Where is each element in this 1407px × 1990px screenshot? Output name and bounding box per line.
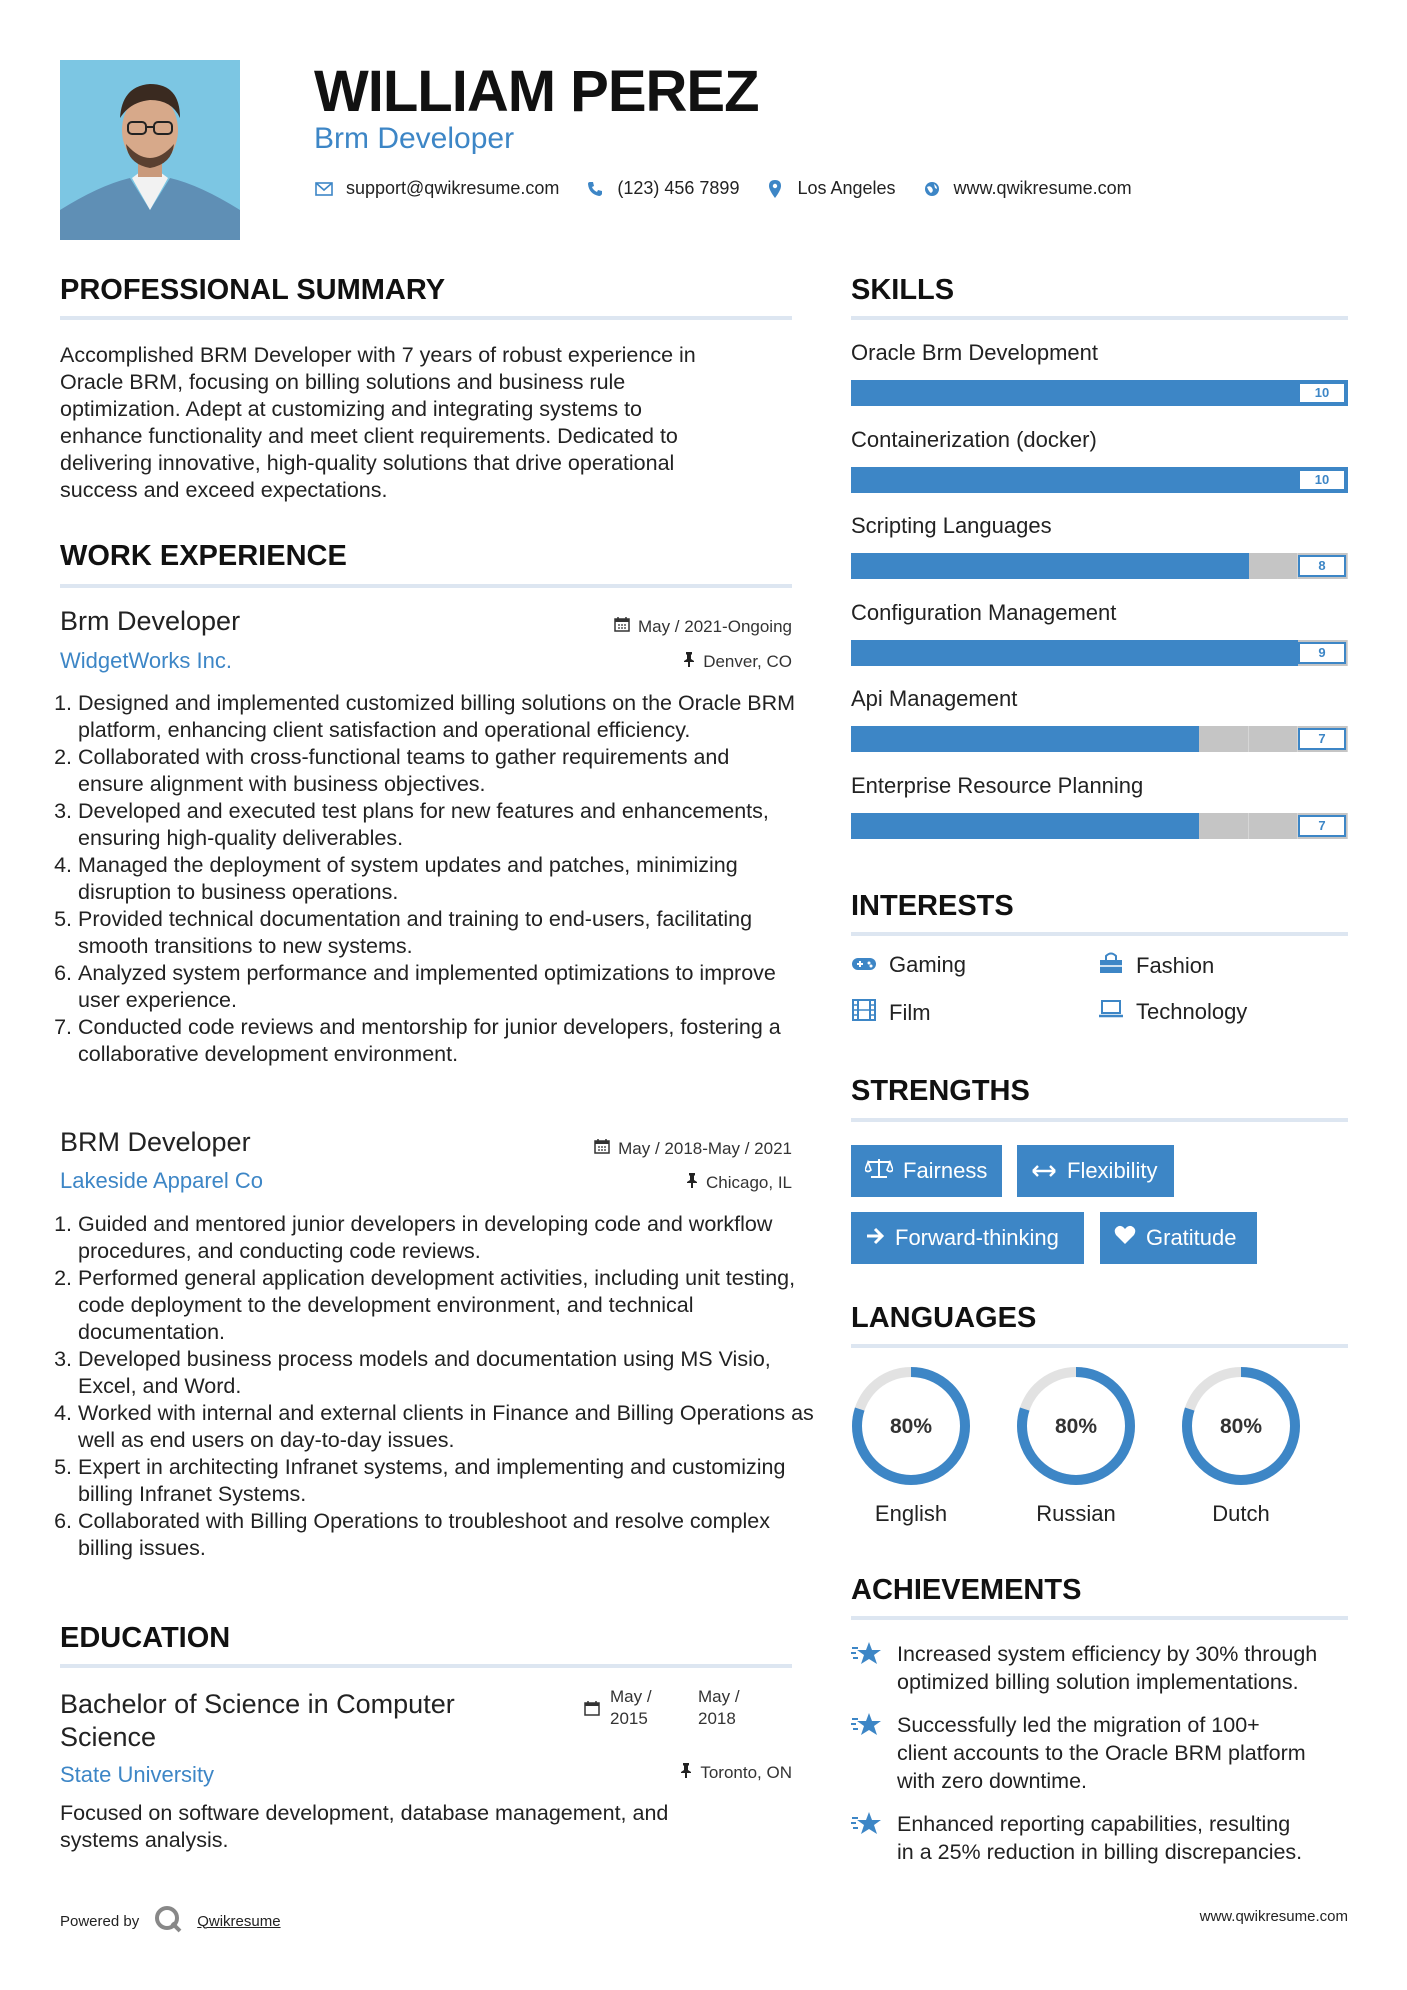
skill-bar-fill [851, 467, 1348, 493]
website-link[interactable]: www.qwikresume.com [953, 178, 1132, 198]
degree-line: Science [60, 1722, 157, 1752]
qwikresume-link[interactable]: Qwikresume [197, 1912, 281, 1930]
skill-bar [851, 467, 1348, 493]
skill-bar-segment [1249, 553, 1299, 579]
interest-film [851, 999, 931, 1027]
job-bullets [60, 690, 798, 1068]
skills-divider [851, 316, 1348, 320]
work-divider [60, 584, 792, 588]
list-item: 1. Guided and mentored junior developers in developing code and workflow procedures, and conducting code reviews. [78, 1211, 814, 1265]
list-item: 2. Performed general application development activities, including unit testing, code deployment to the development environment, and technical documentation. [78, 1265, 814, 1346]
skill-label: Configuration Management [851, 599, 1117, 625]
footer-powered [60, 1904, 281, 1938]
language-label: Dutch [1212, 1501, 1270, 1526]
skill-score: 7 [1298, 728, 1346, 750]
arrows-horizontal-icon [1031, 1158, 1057, 1184]
list-item: 5. Provided technical documentation and training to end-users, facilitating smooth transitions to new systems. [78, 906, 798, 960]
strength-flexibility [1017, 1145, 1174, 1197]
pin-icon [686, 1172, 698, 1193]
achievement-line: with zero downtime. [897, 1769, 1087, 1793]
job-date-text: May / 2018-May / 2021 [618, 1138, 792, 1158]
strength-gratitude [1100, 1212, 1257, 1264]
job-date-text: May / 2021-Ongoing [637, 616, 792, 636]
skill-label: Api Management [851, 686, 1018, 711]
location-text: Los Angeles [797, 178, 896, 198]
strength-label: Flexibility [1067, 1158, 1158, 1183]
interest-label: Film [889, 1000, 931, 1025]
job-company: Lakeside Apparel Co [60, 1168, 264, 1193]
language-item [849, 1364, 973, 1527]
skill-row [851, 340, 1348, 406]
skill-label: Scripting Languages [851, 513, 1052, 538]
arrow-right-icon [865, 1225, 885, 1251]
candidate-role: Brm Developer [314, 122, 515, 155]
summary-line: success and exceed expectations. [60, 478, 388, 502]
achievement-line: Enhanced reporting capabilities, resulting [897, 1812, 1291, 1836]
achievement-line: optimized billing solution implementations. [897, 1670, 1299, 1694]
balance-scale-icon [865, 1157, 893, 1185]
job-location-text: Denver, CO [703, 651, 792, 671]
job-location [686, 1172, 792, 1193]
language-ring [849, 1364, 973, 1488]
star-icon [851, 1711, 883, 1795]
skill-bar-segment [1199, 813, 1249, 839]
location-pin-icon [765, 179, 785, 199]
list-item: 2. Collaborated with cross-functional teams to gather requirements and ensure alignment with business objectives. [78, 744, 798, 798]
job-location-text: Chicago, IL [706, 1172, 792, 1192]
laptop-icon [1098, 999, 1124, 1025]
list-item: 6. Collaborated with Billing Operations to troubleshoot and resolve complex billing issues. [78, 1508, 814, 1562]
strength-label: Forward-thinking [895, 1225, 1059, 1250]
achievement-text [897, 1711, 1306, 1795]
candidate-name: WILLIAM PEREZ [314, 59, 759, 124]
pin-icon [680, 1762, 692, 1783]
skill-bar [851, 640, 1348, 666]
work-heading: WORK EXPERIENCE [60, 540, 347, 572]
email-icon [314, 179, 334, 199]
interest-technology [1098, 999, 1247, 1025]
heart-icon [1114, 1225, 1136, 1251]
skill-row [851, 600, 1348, 666]
languages-divider [851, 1344, 1348, 1348]
skill-score: 7 [1298, 815, 1346, 837]
skill-bar-fill [851, 640, 1298, 666]
achievement-line: Increased system efficiency by 30% through [897, 1642, 1318, 1666]
skill-bar-segment [1199, 726, 1249, 752]
languages-list [849, 1364, 1349, 1534]
skill-bar-segment [1249, 813, 1299, 839]
skill-row [851, 773, 1348, 839]
edu-start-year: 2015 [610, 1709, 648, 1728]
skill-label: Containerization (docker) [851, 426, 1097, 452]
skill-row [851, 686, 1348, 752]
degree-line: Bachelor of Science in Computer [60, 1689, 455, 1719]
achievement-line: Successfully led the migration of 100+ [897, 1713, 1260, 1737]
school-name: State University [60, 1762, 215, 1787]
edu-end-date [698, 1686, 740, 1730]
skill-score: 10 [1298, 382, 1346, 404]
edu-location [680, 1762, 792, 1783]
strength-forward-thinking [851, 1212, 1084, 1264]
job-bullets [60, 1211, 814, 1562]
powered-by-label: Powered by [60, 1912, 140, 1930]
list-item: 4. Managed the deployment of system updates and patches, minimizing disruption to business operations. [78, 852, 798, 906]
list-item: 5. Expert in architecting Infranet systems, and implementing and customizing billing Infranet Systems. [78, 1454, 814, 1508]
interest-gaming [851, 952, 966, 978]
edu-description [60, 1800, 800, 1854]
language-item [1179, 1364, 1303, 1527]
skill-label: Enterprise Resource Planning [851, 772, 1144, 798]
language-ring [1014, 1364, 1138, 1488]
skill-bar [851, 553, 1348, 579]
achievement-item [851, 1640, 1351, 1696]
skill-label: Oracle Brm Development [851, 340, 1098, 365]
edu-end-year: 2018 [698, 1709, 736, 1728]
job-date [614, 616, 792, 637]
edu-start-month: May / [610, 1687, 652, 1706]
phone-number: (123) 456 7899 [617, 178, 740, 198]
strength-fairness [851, 1145, 1002, 1197]
summary-line: Oracle BRM, focusing on billing solutions and business rule [60, 370, 626, 394]
job-location [683, 651, 792, 672]
skill-row [851, 427, 1348, 493]
summary-line: Accomplished BRM Developer with 7 years of robust experience in [60, 343, 696, 367]
skill-bar [851, 813, 1348, 839]
summary-text [60, 342, 800, 504]
language-item [1014, 1364, 1138, 1527]
language-percent: 80% [1054, 1415, 1098, 1438]
language-percent: 80% [889, 1415, 933, 1438]
edu-end-month: May / [698, 1687, 740, 1706]
phone-icon [585, 179, 605, 199]
edu-desc-line: systems analysis. [60, 1828, 229, 1852]
strengths-divider [851, 1118, 1348, 1122]
achievements-divider [851, 1616, 1348, 1620]
calendar-icon [584, 1700, 600, 1721]
list-item: 3. Developed business process models and documentation using MS Visio, Excel, and Word. [78, 1346, 814, 1400]
globe-icon [922, 179, 942, 199]
qwikresume-logo-icon [153, 1904, 183, 1938]
languages-heading: LANGUAGES [851, 1302, 1037, 1334]
interest-label: Gaming [889, 952, 967, 977]
summary-line: delivering innovative, high-quality solutions that drive operational [60, 451, 675, 475]
education-heading: EDUCATION [60, 1622, 231, 1654]
interests-heading: INTERESTS [851, 890, 1014, 922]
skill-bar-fill [851, 380, 1348, 406]
job-title: BRM Developer [60, 1127, 251, 1157]
skills-heading: SKILLS [851, 274, 955, 306]
skill-row [851, 513, 1348, 579]
skill-bar [851, 380, 1348, 406]
language-ring [1179, 1364, 1303, 1488]
achievement-text [897, 1810, 1302, 1866]
strength-label: Gratitude [1146, 1225, 1237, 1250]
summary-line: enhance functionality and meet client requirements. Dedicated to [60, 424, 678, 448]
shopping-bag-icon [1098, 952, 1124, 980]
job-date [594, 1138, 792, 1159]
interest-label: Technology [1136, 999, 1248, 1024]
footer-website[interactable]: www.qwikresume.com [1199, 1908, 1348, 1925]
interest-fashion [1098, 952, 1214, 980]
achievement-line: client accounts to the Oracle BRM platform [897, 1741, 1306, 1765]
calendar-icon [614, 616, 630, 637]
achievement-item [851, 1711, 1351, 1795]
edu-desc-line: Focused on software development, database management, and [60, 1801, 669, 1825]
skill-score: 10 [1298, 469, 1346, 491]
summary-divider [60, 316, 792, 320]
skill-bar-fill [851, 553, 1249, 579]
list-item: 4. Worked with internal and external clients in Finance and Billing Operations as well as end users on day-to-day issues. [78, 1400, 814, 1454]
interests-divider [851, 932, 1348, 936]
achievements-heading: ACHIEVEMENTS [851, 1574, 1082, 1606]
list-item: 6. Analyzed system performance and implemented optimizations to improve user experience. [78, 960, 798, 1014]
skill-score: 9 [1298, 642, 1346, 664]
skill-bar-segment [1249, 726, 1299, 752]
skill-bar-fill [851, 726, 1199, 752]
edu-location-text: Toronto, ON [700, 1762, 792, 1782]
interest-label: Fashion [1136, 953, 1215, 978]
education-divider [60, 1664, 792, 1668]
list-item: 1. Designed and implemented customized billing solutions on the Oracle BRM platform, enhancing client satisfaction and operational efficiency. [78, 690, 798, 744]
skill-bar [851, 726, 1348, 752]
star-icon [851, 1810, 883, 1866]
achievement-item [851, 1810, 1351, 1866]
profile-photo [60, 60, 240, 240]
achievement-text [897, 1640, 1317, 1696]
skill-score: 8 [1298, 555, 1346, 577]
pin-icon [683, 651, 695, 672]
summary-heading: PROFESSIONAL SUMMARY [60, 274, 446, 306]
language-label: Russian [1036, 1501, 1116, 1526]
edu-start-date [610, 1686, 652, 1730]
list-item: 3. Developed and executed test plans for new features and enhancements, ensuring high-quality deliverables. [78, 798, 798, 852]
summary-line: optimization. Adept at customizing and integrating systems to [60, 397, 643, 421]
achievement-line: in a 25% reduction in billing discrepancies. [897, 1840, 1303, 1864]
email-link[interactable]: support@qwikresume.com [346, 178, 560, 198]
strength-label: Fairness [903, 1158, 988, 1183]
calendar-icon [594, 1138, 610, 1159]
skill-bar-fill [851, 813, 1199, 839]
contact-bar [314, 178, 1146, 199]
film-icon [851, 999, 877, 1027]
degree-title [60, 1688, 455, 1754]
job-company: WidgetWorks Inc. [60, 648, 232, 673]
star-icon [851, 1640, 883, 1696]
language-label: English [874, 1501, 948, 1526]
language-percent: 80% [1219, 1415, 1263, 1438]
list-item: 7. Conducted code reviews and mentorship for junior developers, fostering a collaborative development environment. [78, 1014, 798, 1068]
gamepad-icon [851, 952, 877, 978]
strengths-heading: STRENGTHS [851, 1075, 1030, 1107]
job-title: Brm Developer [60, 606, 241, 636]
